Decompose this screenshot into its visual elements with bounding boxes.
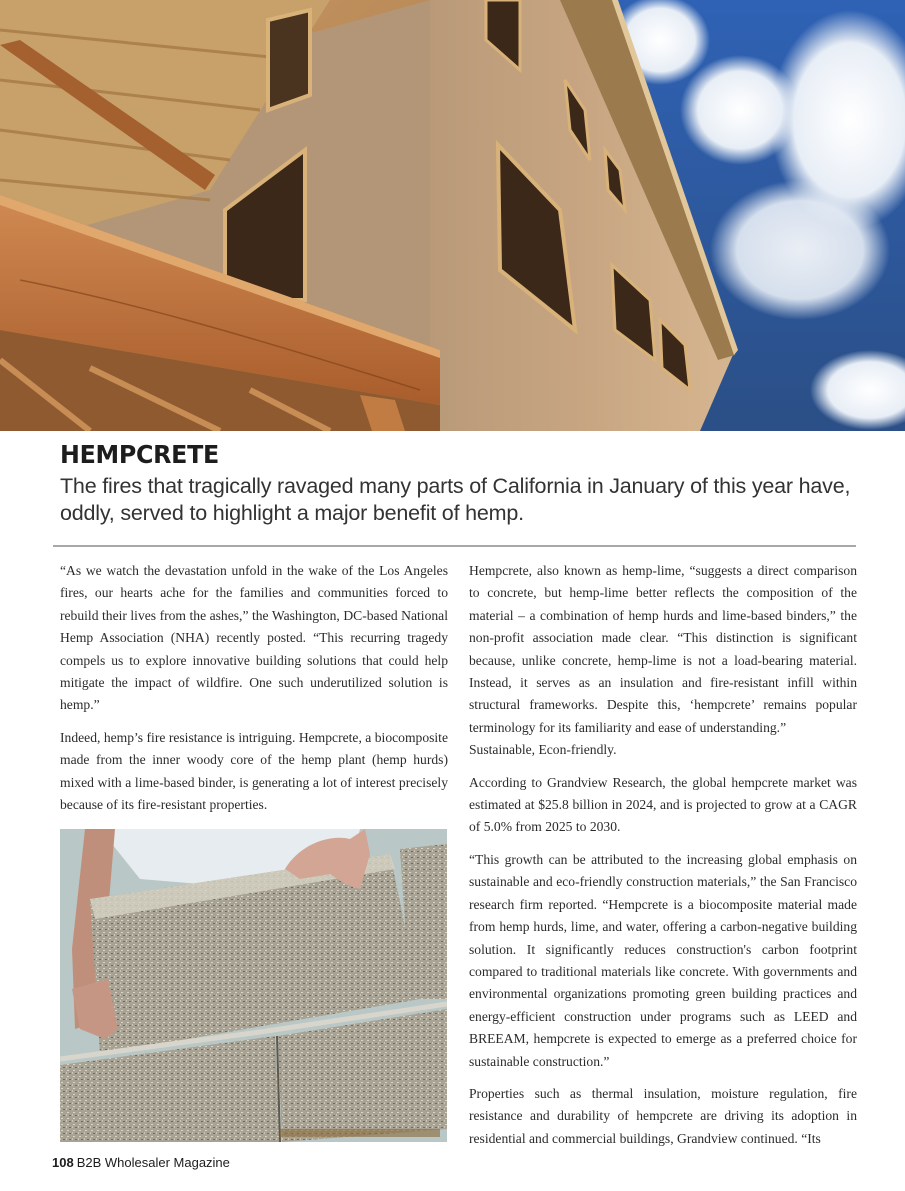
hero-photo-illustration (0, 0, 905, 431)
page-footer (52, 1155, 230, 1170)
header-divider (53, 545, 856, 547)
right-column (469, 560, 857, 1160)
article-title: HEMPCRETE (60, 440, 219, 469)
article-deck: The fires that tragically ravaged many parts of California in January of this year have, oddly, served to highlight a major benefit of hemp. (60, 474, 851, 525)
publication-name: B2B Wholesaler Magazine (76, 1155, 230, 1170)
paragraph: Properties such as thermal insulation, moisture regulation, fire resistance and durability of hempcrete are driving its adoption in residential and commercial buildings, Grandview continued. “Its (469, 1085, 857, 1146)
hero-photo (0, 0, 905, 431)
left-column (60, 560, 448, 826)
paragraph: “This growth can be attributed to the increasing global emphasis on sustainable and eco-friendly construction materials,” the San Francisco research firm reported. “Hempcrete is a biocomposite material made from hemp hurds, lime, and water, offering a carbon-negative building solution. It significantly reduces construction's carbon footprint compared to traditional materials like concrete. With governments and environmental organizations promoting green building practices and energy-efficient construction under programs such as LEED and BREEAM, hempcrete is expected to emerge as a preferred choice for sustainable construction.” (469, 851, 857, 1069)
subhead: Sustainable, Econ-friendly. (469, 742, 617, 758)
article-header (60, 440, 860, 527)
paragraph: “As we watch the devastation unfold in the wake of the Los Angeles fires, our hearts ache for the families and communities forced to rebuild their lives from the ashes,” the Washington, DC-based National Hemp Association (NHA) recently posted. “This recurring tragedy compels us to explore innovative building solutions that could help mitigate the impact of wildfire. One such underutilized solution is hemp.” (60, 563, 448, 713)
paragraph: Hempcrete, also known as hemp-lime, “suggests a direct comparison to concrete, but hemp-lime better reflects the composition of the material – a combination of hemp hurds and lime-based binders,” the non-profit association made clear. “This distinction is significant because, unlike concrete, hemp-lime is not a load-bearing material. Instead, it serves as an insulation and fire-resistant infill within structural frameworks. Despite this, ‘hempcrete’ remains popular terminology for its familiarity and ease of understanding.” (469, 563, 857, 735)
paragraph: Indeed, hemp’s fire resistance is intriguing. Hempcrete, a biocomposite made from the inner woody core of the hemp plant (hemp hurds) mixed with a lime-based binder, is generating a lot of interest precisely because of its fire-resistant properties. (60, 729, 448, 813)
hempcrete-blocks-illustration (60, 829, 447, 1142)
hempcrete-blocks-photo (60, 829, 447, 1142)
paragraph: According to Grandview Research, the global hempcrete market was estimated at $25.8 billion in 2024, and is projected to grow at a CAGR of 5.0% from 2025 to 2030. (469, 774, 857, 835)
page-number: 108 (52, 1155, 74, 1170)
